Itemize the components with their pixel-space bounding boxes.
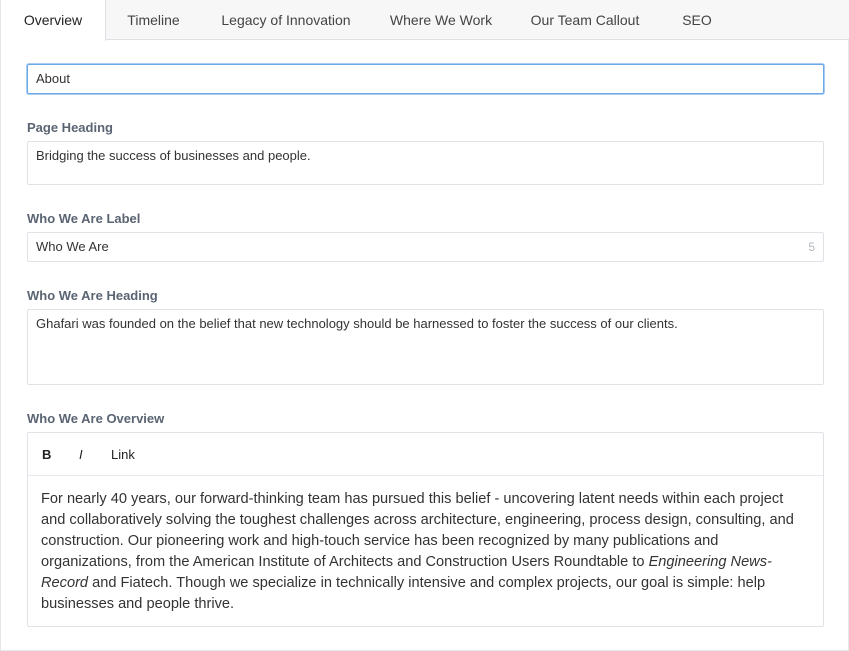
overview-text-part1: For nearly 40 years, our forward-thinking team has pursued this belief - uncovering latent needs within each project and collaboratively solving the toughest challenges across architecture, engineering, process design, consulting, and construction. Our pioneering work and high-touch service has been recognized by many publications and organizations, from the American Institute of Architects and Construction Users Roundtable to [41, 491, 794, 570]
page-heading-textarea[interactable] [27, 141, 824, 185]
page-heading-value: Bridging the success of businesses and people. [36, 148, 311, 163]
who-we-are-label-label: Who We Are Label [27, 211, 141, 226]
tab-bar [1, 0, 849, 40]
link-button[interactable]: Link [111, 447, 135, 462]
editor-toolbar [28, 433, 823, 476]
title-input-value: About [36, 71, 70, 86]
character-counter: 5 [808, 240, 815, 254]
who-we-are-heading-value: Ghafari was founded on the belief that new technology should be harnessed to foster the success of our clients. [36, 316, 678, 331]
who-we-are-label-input[interactable] [27, 232, 824, 262]
who-we-are-label-value: Who We Are [36, 239, 109, 254]
who-we-are-overview-label: Who We Are Overview [27, 411, 165, 426]
overview-text[interactable] [41, 489, 811, 615]
tab-legacy-of-innovation[interactable]: Legacy of Innovation [221, 12, 351, 28]
tab-our-team-callout[interactable]: Our Team Callout [530, 12, 640, 28]
italic-button[interactable]: I [79, 447, 83, 462]
who-we-are-heading-textarea[interactable] [27, 309, 824, 385]
page-heading-label: Page Heading [27, 120, 113, 135]
rich-text-editor[interactable] [27, 432, 824, 627]
title-input[interactable] [27, 64, 824, 94]
bold-button[interactable]: B [42, 447, 52, 462]
overview-text-italic: Engineering News-Record [41, 554, 772, 591]
tab-where-we-work[interactable]: Where We Work [389, 12, 493, 28]
tab-timeline[interactable]: Timeline [127, 12, 180, 28]
overview-text-part2: and Fiatech. Though we specialize in technically intensive and complex projects, our goal is simple: help businesses and people thrive. [41, 575, 766, 612]
tab-overview[interactable]: Overview [1, 0, 106, 41]
who-we-are-heading-label: Who We Are Heading [27, 288, 158, 303]
tab-seo[interactable]: SEO [682, 12, 712, 28]
